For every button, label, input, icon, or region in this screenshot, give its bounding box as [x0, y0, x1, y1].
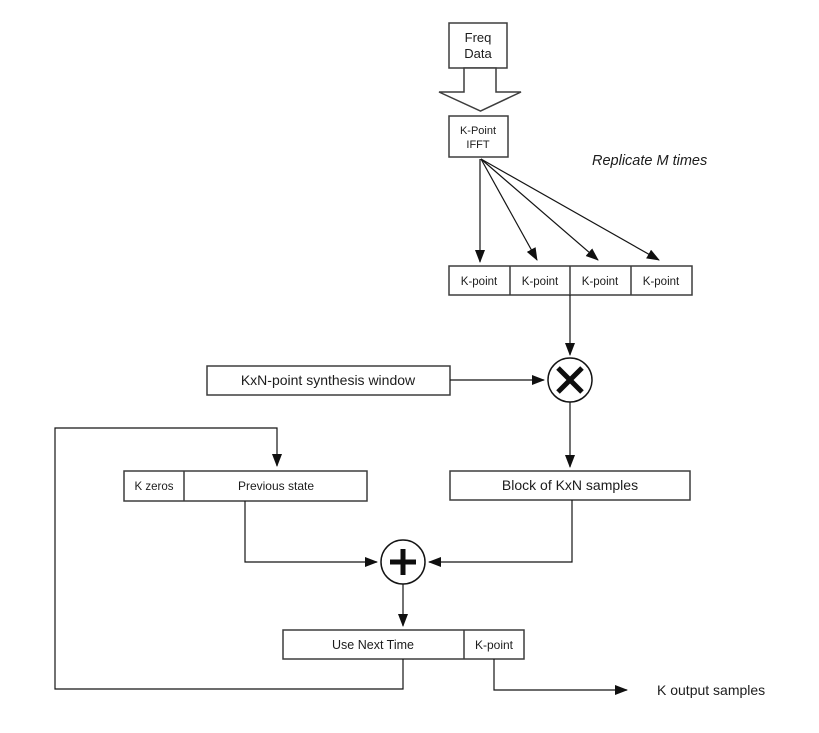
multiply-node [548, 358, 592, 402]
fan-arrows [480, 159, 659, 262]
state-row [124, 471, 367, 501]
kpoint-cell-4-label: K-point [642, 276, 680, 288]
k-zeros-label: K zeros [134, 481, 174, 493]
fan-arrow-4 [481, 159, 659, 260]
kpoint-ifft-label-line1: K-Point [459, 125, 497, 137]
block-to-adder-arrow [429, 500, 572, 562]
output-arrow [494, 659, 627, 690]
fan-arrow-2 [481, 159, 537, 260]
kpoint-cell-1-label: K-point [460, 276, 498, 288]
use-next-time-label: Use Next Time [332, 638, 414, 652]
kpoint-cell-3-label: K-point [581, 276, 619, 288]
freq-data-label-line1: Freq [464, 30, 492, 45]
replicate-note: Replicate M times [592, 153, 708, 169]
kpoint-row [449, 266, 692, 295]
freq-data-label-line2: Data [464, 46, 492, 61]
block-samples-label: Block of KxN samples [501, 477, 639, 493]
down-block-arrow-icon [439, 68, 521, 111]
kpoint-ifft-label-line2: IFFT [466, 139, 490, 151]
adder-node [381, 540, 425, 584]
kpoint-cell-2-label: K-point [521, 276, 559, 288]
freq-data-node [449, 23, 507, 68]
previous-state-label: Previous state [237, 479, 315, 493]
k-point-output-cell-label: K-point [474, 638, 514, 652]
output-row [283, 630, 524, 659]
kpoint-ifft-node [449, 116, 508, 157]
fan-arrow-3 [481, 159, 598, 260]
synthesis-window-label: KxN-point synthesis window [240, 372, 416, 388]
output-label: K output samples [657, 682, 766, 698]
synthesis-window-node [207, 366, 450, 395]
block-samples-node [450, 471, 690, 500]
state-to-adder-arrow [245, 501, 377, 562]
